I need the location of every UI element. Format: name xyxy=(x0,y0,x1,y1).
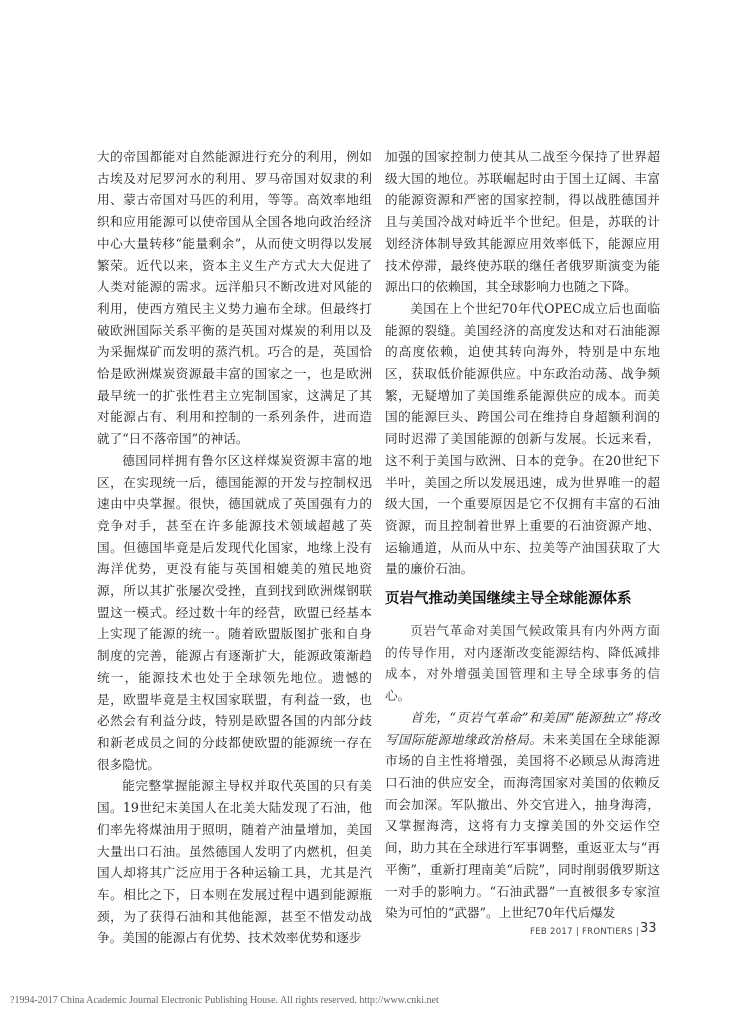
copyright-notice: ?1994-2017 China Academic Journal Electronic Publishing House. All rights reserved. http://www.cnki.net xyxy=(10,995,439,1006)
body-paragraph xyxy=(385,707,660,924)
running-footer: FEB 2017 | FRONTIERS | xyxy=(530,927,640,937)
section-heading: 页岩气推动美国继续主导全球能源体系 xyxy=(385,591,632,608)
lead-phrase: 首先，“页岩气革命”和美国“能源独立”将改写国际能源地缘政治格局。 xyxy=(385,709,660,747)
section-intro: 页岩气革命对美国气候政策具有内外两方面的传导作用，对内逐渐改变能源结构、降低减排成本，对外增强美国管理和主导全球事务的信心。 xyxy=(385,623,660,704)
body-paragraph: 能完整掌握能源主导权并取代英国的只有美国。19世纪末美国人在北美大陆发现了石油，他们率先将煤油用于照明，随着产油量增加，美国大量出口石油。虽然德国人发明了内燃机，但美国人却将其广泛应用于各种运输工具，尤其是汽车。相比之下，日本则在发展过程中遇到能源瓶颈，为了获得石油和其他能源，甚至不惜发动战争。美国的能源占有优势、技术效率优势和逐步 xyxy=(97,778,372,946)
left-column xyxy=(97,146,372,946)
body-paragraph: 美国在上个世纪70年代OPEC成立后也面临能源的裂缝。美国经济的高度发达和对石油能源的高度依赖，迫使其转向海外，特别是中东地区，获取低价能源供应。中东政治动荡、战争频繁，无疑增加了美国维系能源供应的成本。而美国的能源巨头、跨国公司在维持自身超额利润的同时迟滞了美国能源的创新与发展。长远来看，这不利于美国与欧洲、日本的竞争。在20世纪下半叶，美国之所以发展迅速，成为世界唯一的超级大国，一个重要原因是它不仅拥有丰富的石油资源，而且控制着世界上重要的石油资源产地、运输通道，从而从中东、拉美等产油国获取了大量的廉价石油。 xyxy=(385,300,660,577)
body-paragraph: 加强的国家控制力使其从二战至今保持了世界超级大国的地位。苏联崛起时由于国土辽阔、丰富的能源资源和严密的国家控制，得以战胜德国并且与美国冷战对峙近半个世纪。但是，苏联的计划经济体制导致其能源应用效率低下，能源应用技术停滞，最终使苏联的继任者俄罗斯演变为能源出口的依赖国，其全球影响力也随之下降。 xyxy=(385,149,660,295)
body-paragraph: 德国同样拥有鲁尔区这样煤炭资源丰富的地区，在实现统一后，德国能源的开发与控制权迅速由中央掌握。很快，德国就成了英国强有力的竞争对手，甚至在许多能源技术领域超越了英国。但德国毕竟是后发现代化国家，地缘上没有海洋优势，更没有能与英国相媲美的殖民地资源，所以其扩张屡次受挫，直到找到欧洲煤钢联盟这一模式。经过数十年的经营，欧盟已经基本上实现了能源的统一。随着欧盟版图扩张和自身制度的完善，能源占有逐渐扩大，能源政策渐趋统一，能源技术也处于全球领先地位。遗憾的是，欧盟毕竟是主权国家联盟，有利益一致，也必然会有利益分歧，特别是欧盟各国的内部分歧和新老成员之间的分歧都使欧盟的能源统一存在很多隐忧。 xyxy=(97,452,372,772)
page-number: 33 xyxy=(640,921,657,936)
right-column xyxy=(385,146,661,921)
body-paragraph: 大的帝国都能对自然能源进行充分的利用，例如古埃及对尼罗河水的利用、罗马帝国对奴隶的利用、蒙古帝国对马匹的利用，等等。高效率地组织和应用能源可以使帝国从全国各地向政治经济中心大量转移“能量剩余”，从而使文明得以发展繁荣。近代以来，资本主义生产方式大大促进了人类对能源的需求。远洋船只不断改进对风能的利用，使西方殖民主义势力遍布全球。但最终打破欧洲国际关系平衡的是英国对煤炭的利用以及为采掘煤矿而发明的蒸汽机。巧合的是，英国恰恰是欧洲煤炭资源最丰富的国家之一，也是欧洲最早统一的扩张性君主立宪制国家，这满足了其对能源占有、利用和控制的一系列条件，进而造就了“日不落帝国”的神话。 xyxy=(97,149,372,447)
lead-rest: 未来美国在全球能源市场的自主性将增强，美国将不必顾忌从海湾进口石油的供应安全，而海湾国家对美国的依赖反而会加深。军队撤出、外交官进入，抽身海湾，又掌握海湾，这将有力支撑美国的外交运作空间，助力其在全球进行军事调整，重返亚太与“再平衡”，重新打理南美“后院”，同时削弱俄罗斯这一对手的影响力。“石油武器”一直被很多专家渲染为可怕的“武器”。上世纪70年代后爆发 xyxy=(385,731,661,921)
